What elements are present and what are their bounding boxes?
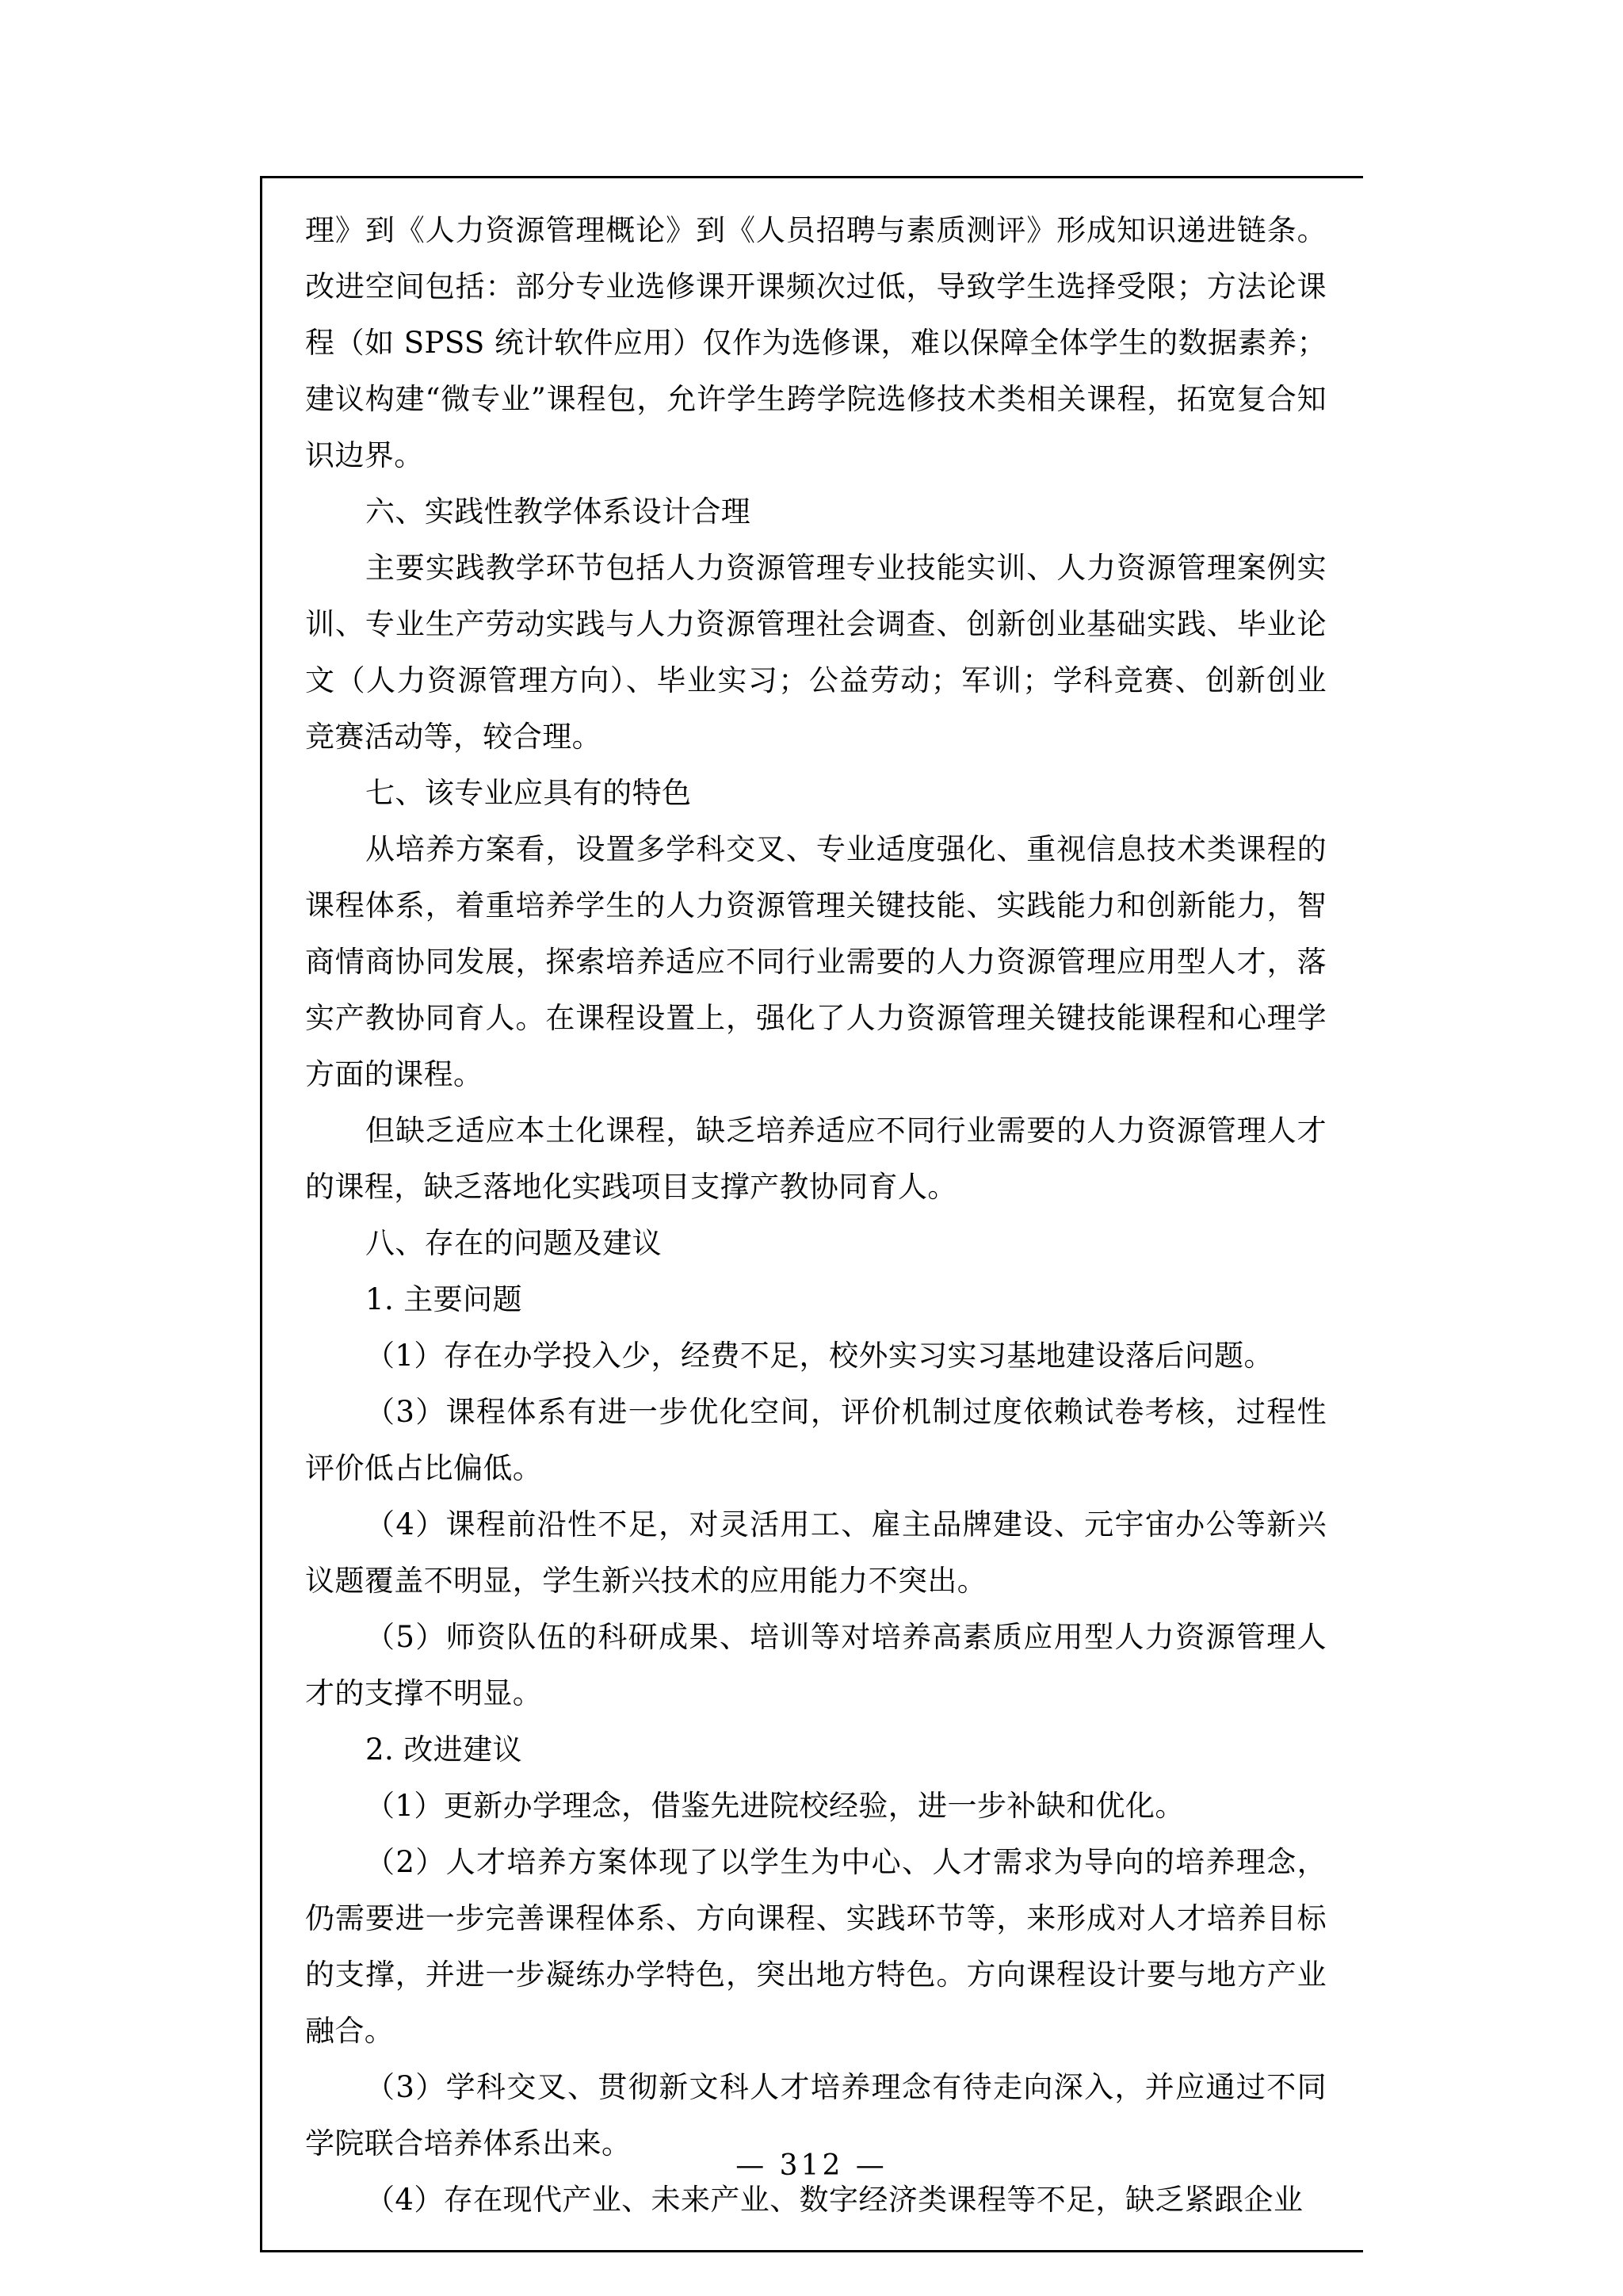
paragraph-suggestion-3: （3）学科交叉、贯彻新文科人才培养理念有待走向深入，并应通过不同学院联合培养体系出来。 (305, 2070, 1327, 2160)
subheading-main-problems: 1. 主要问题 (365, 1282, 522, 1316)
paragraph-problem-3: （3）课程体系有进一步优化空间，评价机制过度依赖试卷考核，过程性评价低占比偏低。 (305, 1395, 1327, 1485)
subheading-suggestions: 2. 改进建议 (365, 1733, 522, 1767)
text-body (262, 178, 1363, 2250)
paragraph-practice-body: 主要实践教学环节包括人力资源管理专业技能实训、人力资源管理案例实训、专业生产劳动实践与人力资源管理社会调查、创新创业基础实践、毕业论文（人力资源管理方向）、毕业实习；公益劳动；军训；学科竞赛、创新创业竞赛活动等，较合理。 (305, 551, 1327, 754)
heading-section-eight: 八、存在的问题及建议 (365, 1226, 662, 1260)
paragraph-suggestion-1: （1）更新办学理念，借鉴先进院校经验，进一步补缺和优化。 (365, 1789, 1185, 1823)
paragraph-continued-course-chain: 理》到《人力资源管理概论》到《人员招聘与素质测评》形成知识递进链条。改进空间包括：部分专业选修课开课频次过低，导致学生选择受限；方法论课程（如 SPSS 统计软件应用）仅作为选修课，难以保障全体学生的数据素养；建议构建“微专业”课程包，允许学生跨学院选修技术类相关课程，拓宽复合知识边界。 (305, 213, 1327, 472)
paragraph-suggestion-4: （4）存在现代产业、未来产业、数字经济类课程等不足，缺乏紧跟企业 (365, 2183, 1304, 2217)
heading-section-seven: 七、该专业应具有的特色 (365, 776, 692, 810)
text-frame (260, 176, 1363, 2252)
paragraph-problem-4: （4）课程前沿性不足，对灵活用工、雇主品牌建设、元宇宙办公等新兴议题覆盖不明显，学生新兴技术的应用能力不突出。 (305, 1507, 1327, 1598)
paragraph-suggestion-2: （2）人才培养方案体现了以学生为中心、人才需求为导向的培养理念，仍需要进一步完善课程体系、方向课程、实践环节等，来形成对人才培养目标的支撑，并进一步凝练办学特色，突出地方特色。方向课程设计要与地方产业融合。 (305, 1845, 1327, 2048)
heading-section-six: 六、实践性教学体系设计合理 (365, 495, 751, 529)
paragraph-feature-body-1: 从培养方案看，设置多学科交叉、专业适度强化、重视信息技术类课程的课程体系，着重培养学生的人力资源管理关键技能、实践能力和创新能力，智商情商协同发展，探索培养适应不同行业需要的人力资源管理应用型人才，落实产教协同育人。在课程设置上，强化了人力资源管理关键技能课程和心理学方面的课程。 (305, 832, 1327, 1091)
page-number: — 312 — (735, 2149, 888, 2182)
paragraph-problem-1: （1）存在办学投入少，经费不足，校外实习实习基地建设落后问题。 (365, 1339, 1274, 1373)
paragraph-feature-body-2: 但缺乏适应本土化课程，缺乏培养适应不同行业需要的人力资源管理人才的课程，缺乏落地化实践项目支撑产教协同育人。 (305, 1114, 1327, 1204)
paragraph-problem-5: （5）师资队伍的科研成果、培训等对培养高素质应用型人力资源管理人才的支撑不明显。 (305, 1620, 1327, 1710)
